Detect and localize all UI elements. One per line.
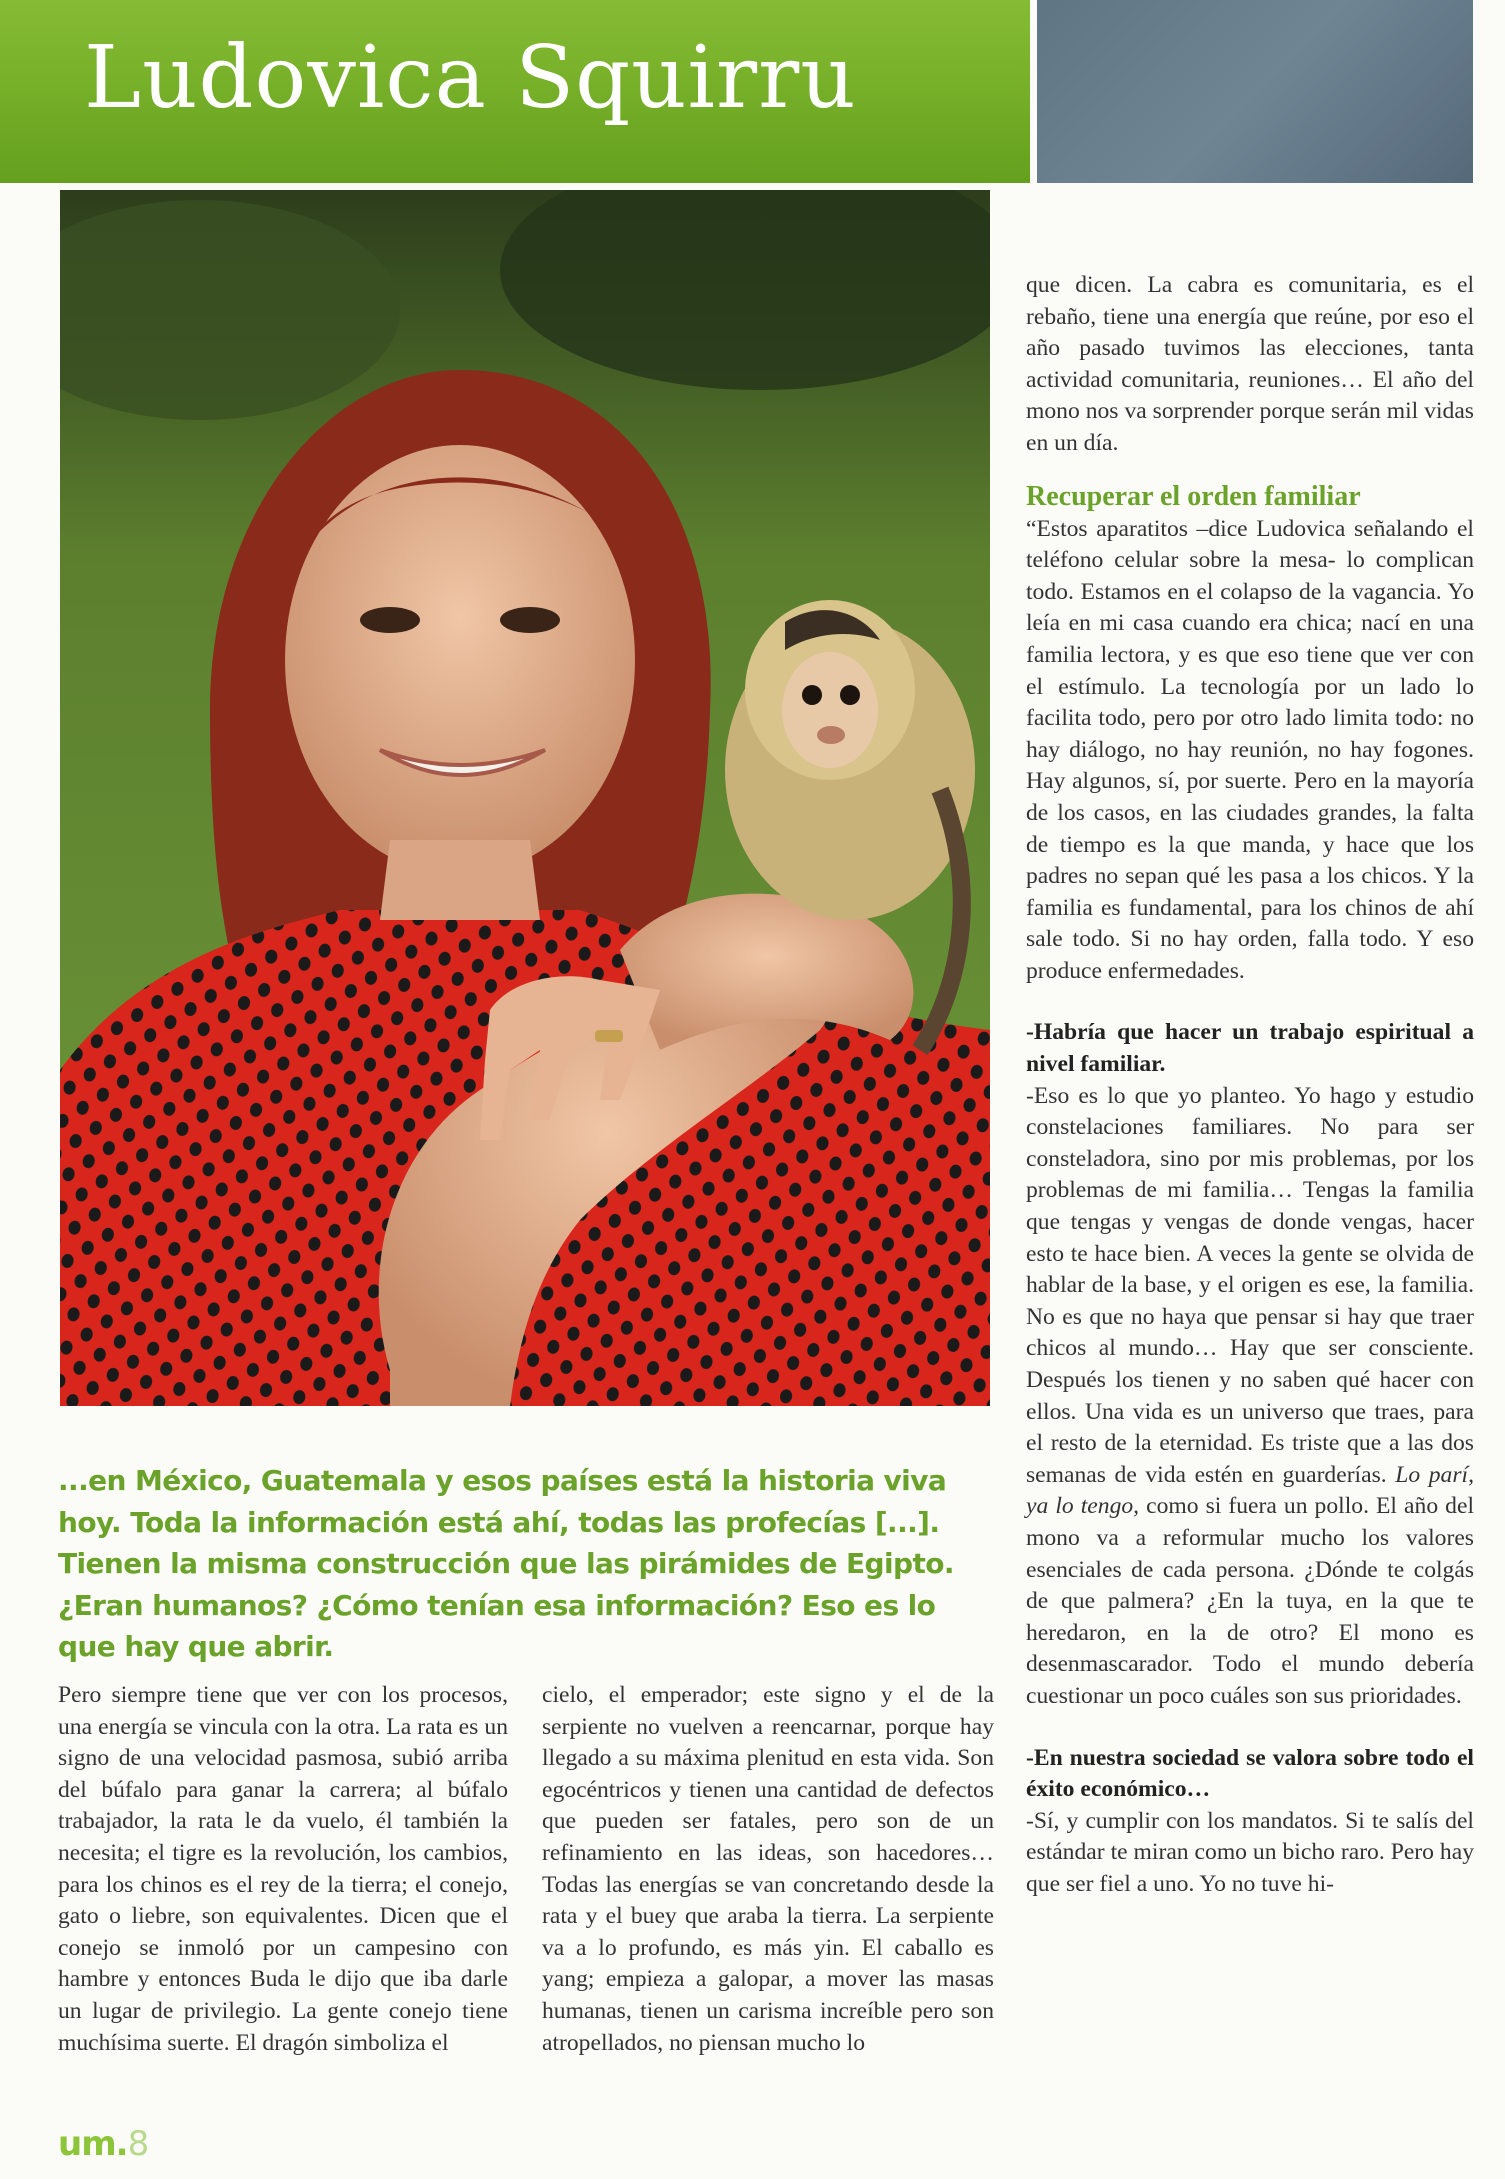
page-title: Ludovica Squirru [84,28,857,128]
header-accent-block [1037,0,1473,183]
answer-text: como si fuera un pollo. El año del mono va a reformular mucho los valores esenciales de cada persona. ¿Dónde te colgás de que palmera? ¿En la tuya, en la que te heredaron, en la de otro? El mono es desenmascarador. Todo el mundo debería cuestionar un poco cuáles son sus prioridades. [1026,1493,1474,1709]
article-column-2 [542,1680,994,2059]
magazine-brand: um. [58,2124,128,2164]
article-paragraph: “Estos aparatitos –dice Ludovica señalando el teléfono celular sobre la mesa- lo complican todo. Estamos en el colapso de la vagancia. Yo leía en mi casa cuando era chica; nací en una familia lectora, y es que eso tiene que ver con el estímulo. La tecnología por un lado lo facilita todo, pero por otro lado limita todo: no hay diálogo, no hay reunión, no hay fogones. Hay algunos, sí, por suerte. Pero en la mayoría de los casos, en las ciudades grandes, la falta de tiempo es la que manda, y hace que los padres no sepan qué les pasa a los chicos. Y la familia es fundamental, para los chinos de ahí sale todo. Si no hay orden, falla todo. Y eso produce enfermedades. [1026,515,1474,984]
answer-italic-quote: Lo parí, ya lo tengo, [1026,1461,1474,1520]
portrait-photo [60,190,990,1406]
interview-answer [1026,1081,1474,1713]
page-number: 8 [127,2124,149,2164]
page-folio [58,2124,148,2164]
article-column-3 [1026,270,1474,1901]
answer-text: -Eso es lo que yo planteo. Yo hago y estudio constelaciones familiares. No para ser consteladora, sino por mis problemas, por los problemas de mi familia… Tengas la familia que tengas y vengas de donde vengas, hacer esto te hace bien. A veces la gente se olvida de hablar de la base, y el origen es ese, la familia. No es que no haya que pensar si hay que traer chicos al mundo… Hay que ser consciente. Después los tienen y no saben qué hacer con ellos. Una vida es un universo que traes, para el resto de la eternidad. Es triste que a las dos semanas de vida estén en guarderías. [1026,1082,1474,1488]
pull-quote: ...en México, Guatemala y esos países está la historia viva hoy. Toda la información está ahí, todas las profecías [...]. Tienen la misma construcción que las pirámides de Egipto. ¿Eran humanos? ¿Cómo tenían esa información? Eso es lo que hay que abrir. [58,1464,954,1663]
article-paragraph: cielo, el emperador; este signo y el de la serpiente no vuelven a reencarnar, porque hay llegado a su máxima plenitud en esta vida. Son egocéntricos y tienen una cantidad de defectos que pueden ser fatales, pero son de un refinamiento en las ideas, son hacedores… Todas las energías se van concretando desde la rata y el buey que araba la tierra. La serpiente va a lo profundo, es más yin. El caballo es yang; empieza a galopar, a mover las masas humanas, tienen un carisma increíble pero son atropellados, no piensan mucho lo [542,1682,994,2056]
portrait-with-monkey-photo [60,190,990,1406]
article-paragraph: Pero siempre tiene que ver con los procesos, una energía se vincula con la otra. La rata es un signo de una velocidad pasmosa, subió arriba del búfalo para ganar la carrera; al búfalo trabajador, la rata le da vuelo, él también la necesita; el tigre es la revolución, los cambios, para los chinos es el rey de la tierra; el conejo, gato o liebre, son equivalentes. Dicen que el conejo se inmoló por un campesino con hambre y entonces Buda le dijo que iba darle un lugar de privilegio. La gente conejo tiene muchísima suerte. El dragón simboliza el [58,1682,508,2056]
section-heading: Recuperar el orden familiar [1026,480,1361,512]
header-banner [0,0,1030,183]
article-paragraph: que dicen. La cabra es comunitaria, es el rebaño, tiene una energía que reúne, por eso el año pasado tuvimos las elecciones, tanta actividad comunitaria, reuniones… El año del mono nos va sorprender porque serán mil vidas en un día. [1026,272,1474,456]
article-column-1 [58,1680,508,2059]
interview-question: -Habría que hacer un trabajo espiritual a nivel familiar. [1026,1019,1474,1078]
interview-question: -En nuestra sociedad se valora sobre todo el éxito económico… [1026,1744,1474,1803]
interview-answer: -Sí, y cumplir con los mandatos. Si te salís del estándar te miran como un bicho raro. Pero hay que ser fiel a uno. Yo no tuve hi- [1026,1807,1474,1897]
